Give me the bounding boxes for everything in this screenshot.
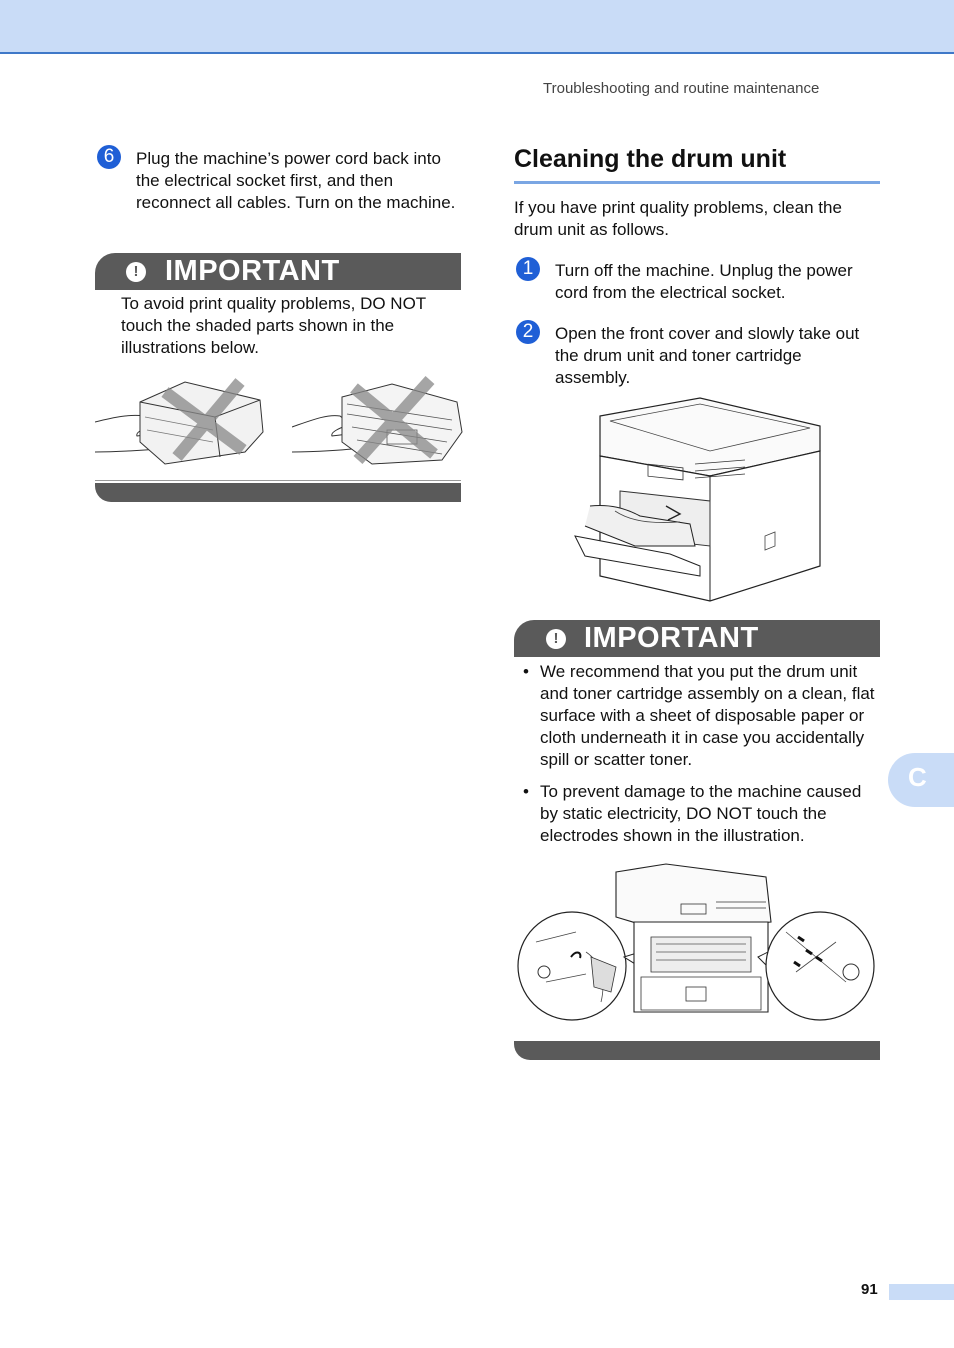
important-text-left: To avoid print quality problems, DO NOT touch the shaded parts shown in the illustrations below. xyxy=(121,294,426,357)
step-1-text: Turn off the machine. Unplug the power cord from the electrical socket. xyxy=(555,261,853,302)
important-footer-right xyxy=(514,1041,880,1060)
important-label: IMPORTANT xyxy=(584,622,759,654)
step-number-1: 1 xyxy=(516,257,540,281)
page-number: 91 xyxy=(861,1281,878,1298)
bullet-dot: • xyxy=(523,662,529,681)
important-label: IMPORTANT xyxy=(165,255,340,287)
step-number-6: 6 xyxy=(97,145,121,169)
section-title: Cleaning the drum unit xyxy=(514,145,787,173)
section-title-rule xyxy=(514,181,880,184)
important-banner-right xyxy=(514,620,880,657)
important-footer-left xyxy=(95,483,461,502)
chapter-tab xyxy=(888,753,954,807)
step-2-text: Open the front cover and slowly take out the drum unit and toner cartridge assembly. xyxy=(555,324,860,387)
top-band xyxy=(0,0,954,54)
exclamation-icon: ! xyxy=(546,629,566,649)
running-header: Troubleshooting and routine maintenance xyxy=(543,80,820,97)
electrodes-illustration xyxy=(516,862,878,1024)
important-banner-left xyxy=(95,253,461,290)
section-intro: If you have print quality problems, clean the drum unit as follows. xyxy=(514,198,842,239)
important-bullet-2: To prevent damage to the machine caused by static electricity, DO NOT touch the electrodes shown in the illustration. xyxy=(540,782,862,845)
divider-line-left xyxy=(95,480,461,481)
machine-drum-removal-illustration xyxy=(570,396,826,606)
drum-unit-illustration xyxy=(292,372,464,467)
exclamation-icon: ! xyxy=(126,262,146,282)
step-number-2: 2 xyxy=(516,320,540,344)
page-number-bar xyxy=(889,1284,954,1300)
step-6-text: Plug the machine’s power cord back into the electrical socket first, and then reconnect all cables. Turn on the machine. xyxy=(136,149,456,212)
toner-cartridge-illustration xyxy=(95,372,270,467)
bullet-dot: • xyxy=(523,782,529,801)
chapter-tab-letter: C xyxy=(908,762,927,792)
important-bullet-1: We recommend that you put the drum unit and toner cartridge assembly on a clean, flat surface with a sheet of disposable paper or cloth underneath it in case you accidentally spill or scatter toner. xyxy=(540,662,875,769)
